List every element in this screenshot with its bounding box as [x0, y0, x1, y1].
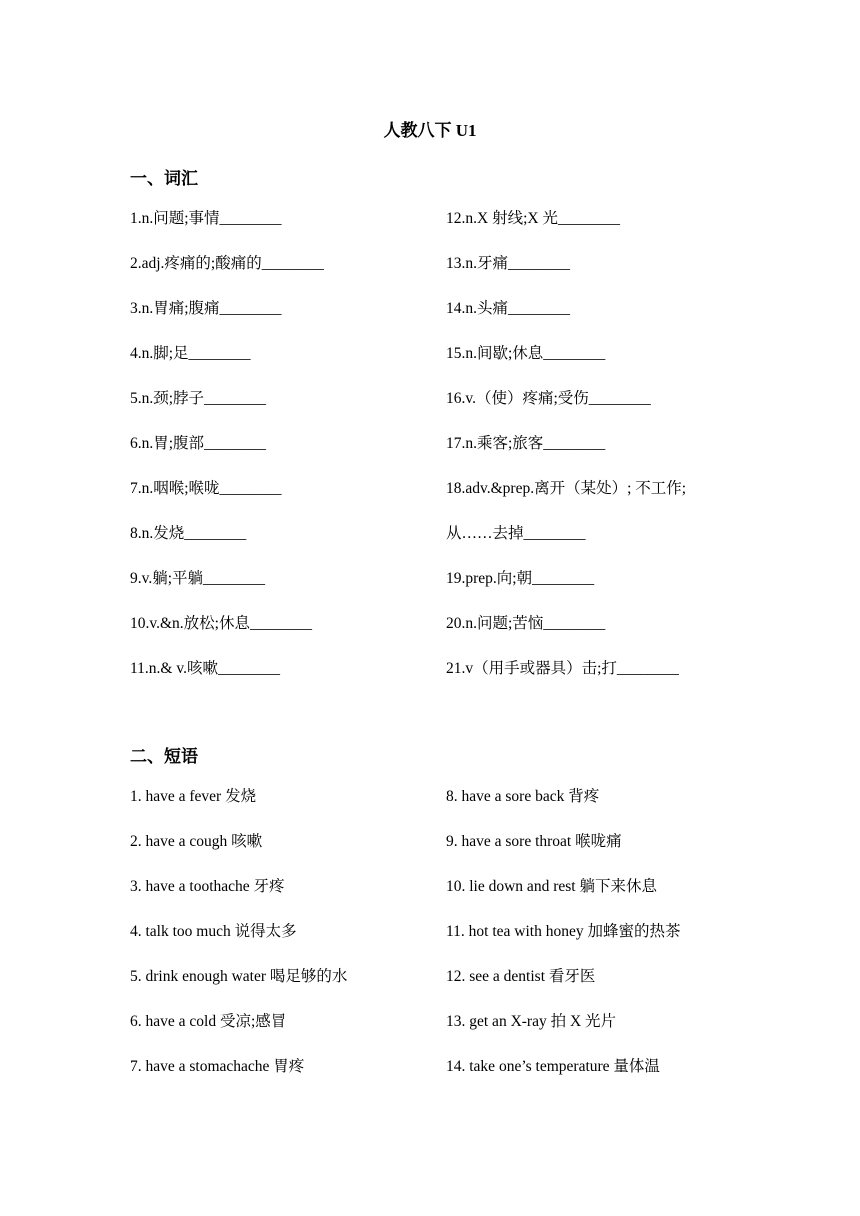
vocab-item: 13.n.牙痛________ — [446, 255, 571, 272]
phrase-item: 10. lie down and rest 躺下来休息 — [446, 878, 657, 895]
phrase-row — [130, 832, 770, 877]
vocab-row — [130, 389, 770, 434]
vocab-item: 9.v.躺;平躺________ — [130, 570, 266, 587]
phrase-item: 8. have a sore back 背疼 — [446, 788, 600, 805]
phrase-item: 7. have a stomachache 胃疼 — [130, 1058, 305, 1075]
vocab-row — [130, 569, 770, 614]
phrase-row — [130, 1012, 770, 1057]
phrase-item: 5. drink enough water 喝足够的水 — [130, 968, 348, 985]
vocab-row — [130, 254, 770, 299]
vocab-row — [130, 659, 770, 704]
vocab-item: 15.n.间歇;休息________ — [446, 345, 606, 362]
phrase-item: 14. take one’s temperature 量体温 — [446, 1058, 660, 1075]
vocab-row — [130, 434, 770, 479]
vocab-item: 14.n.头痛________ — [446, 300, 571, 317]
vocab-item: 8.n.发烧________ — [130, 525, 247, 542]
vocab-row — [130, 344, 770, 389]
document-title: 人教八下 U1 — [383, 121, 477, 140]
phrase-item: 2. have a cough 咳嗽 — [130, 833, 263, 850]
vocab-item: 16.v.（使）疼痛;受伤________ — [446, 390, 651, 407]
vocab-item: 3.n.胃痛;腹痛________ — [130, 300, 282, 317]
phrase-row — [130, 787, 770, 832]
vocab-item: 17.n.乘客;旅客________ — [446, 435, 606, 452]
phrase-item: 13. get an X-ray 拍 X 光片 — [446, 1013, 617, 1030]
vocab-item: 1.n.问题;事情________ — [130, 210, 282, 227]
phrase-item: 4. talk too much 说得太多 — [130, 923, 297, 940]
phrase-item: 11. hot tea with honey 加蜂蜜的热茶 — [446, 923, 681, 940]
vocab-row — [130, 614, 770, 659]
vocab-item: 从……去掉________ — [446, 525, 586, 542]
phrase-item: 6. have a cold 受凉;感冒 — [130, 1013, 287, 1030]
vocab-item: 5.n.颈;脖子________ — [130, 390, 267, 407]
vocab-item: 19.prep.向;朝________ — [446, 570, 595, 587]
vocab-row — [130, 209, 770, 254]
phrase-list — [130, 787, 770, 1102]
vocab-item: 18.adv.&prep.离开（某处）; 不工作; — [446, 480, 687, 497]
vocab-item: 2.adj.疼痛的;酸痛的________ — [130, 255, 324, 272]
vocab-heading: 一、词汇 — [130, 169, 198, 189]
vocab-item: 7.n.咽喉;喉咙________ — [130, 480, 282, 497]
vocab-list — [130, 209, 770, 704]
vocab-item: 4.n.脚;足________ — [130, 345, 251, 362]
vocab-row — [130, 479, 770, 524]
phrases-heading: 二、短语 — [130, 747, 198, 767]
phrase-row — [130, 877, 770, 922]
vocab-row — [130, 299, 770, 344]
vocab-item: 21.v（用手或器具）击;打________ — [446, 660, 679, 677]
phrase-item: 1. have a fever 发烧 — [130, 788, 257, 805]
phrase-item: 9. have a sore throat 喉咙痛 — [446, 833, 622, 850]
phrase-item: 3. have a toothache 牙疼 — [130, 878, 285, 895]
vocab-item: 6.n.胃;腹部________ — [130, 435, 267, 452]
phrase-row — [130, 922, 770, 967]
vocab-row — [130, 524, 770, 569]
phrase-row — [130, 967, 770, 1012]
vocab-item: 12.n.X 射线;X 光________ — [446, 210, 620, 227]
vocab-item: 10.v.&n.放松;休息________ — [130, 615, 312, 632]
phrase-row — [130, 1057, 770, 1102]
vocab-item: 11.n.& v.咳嗽________ — [130, 660, 280, 677]
phrase-item: 12. see a dentist 看牙医 — [446, 968, 596, 985]
vocab-item: 20.n.问题;苦恼________ — [446, 615, 606, 632]
